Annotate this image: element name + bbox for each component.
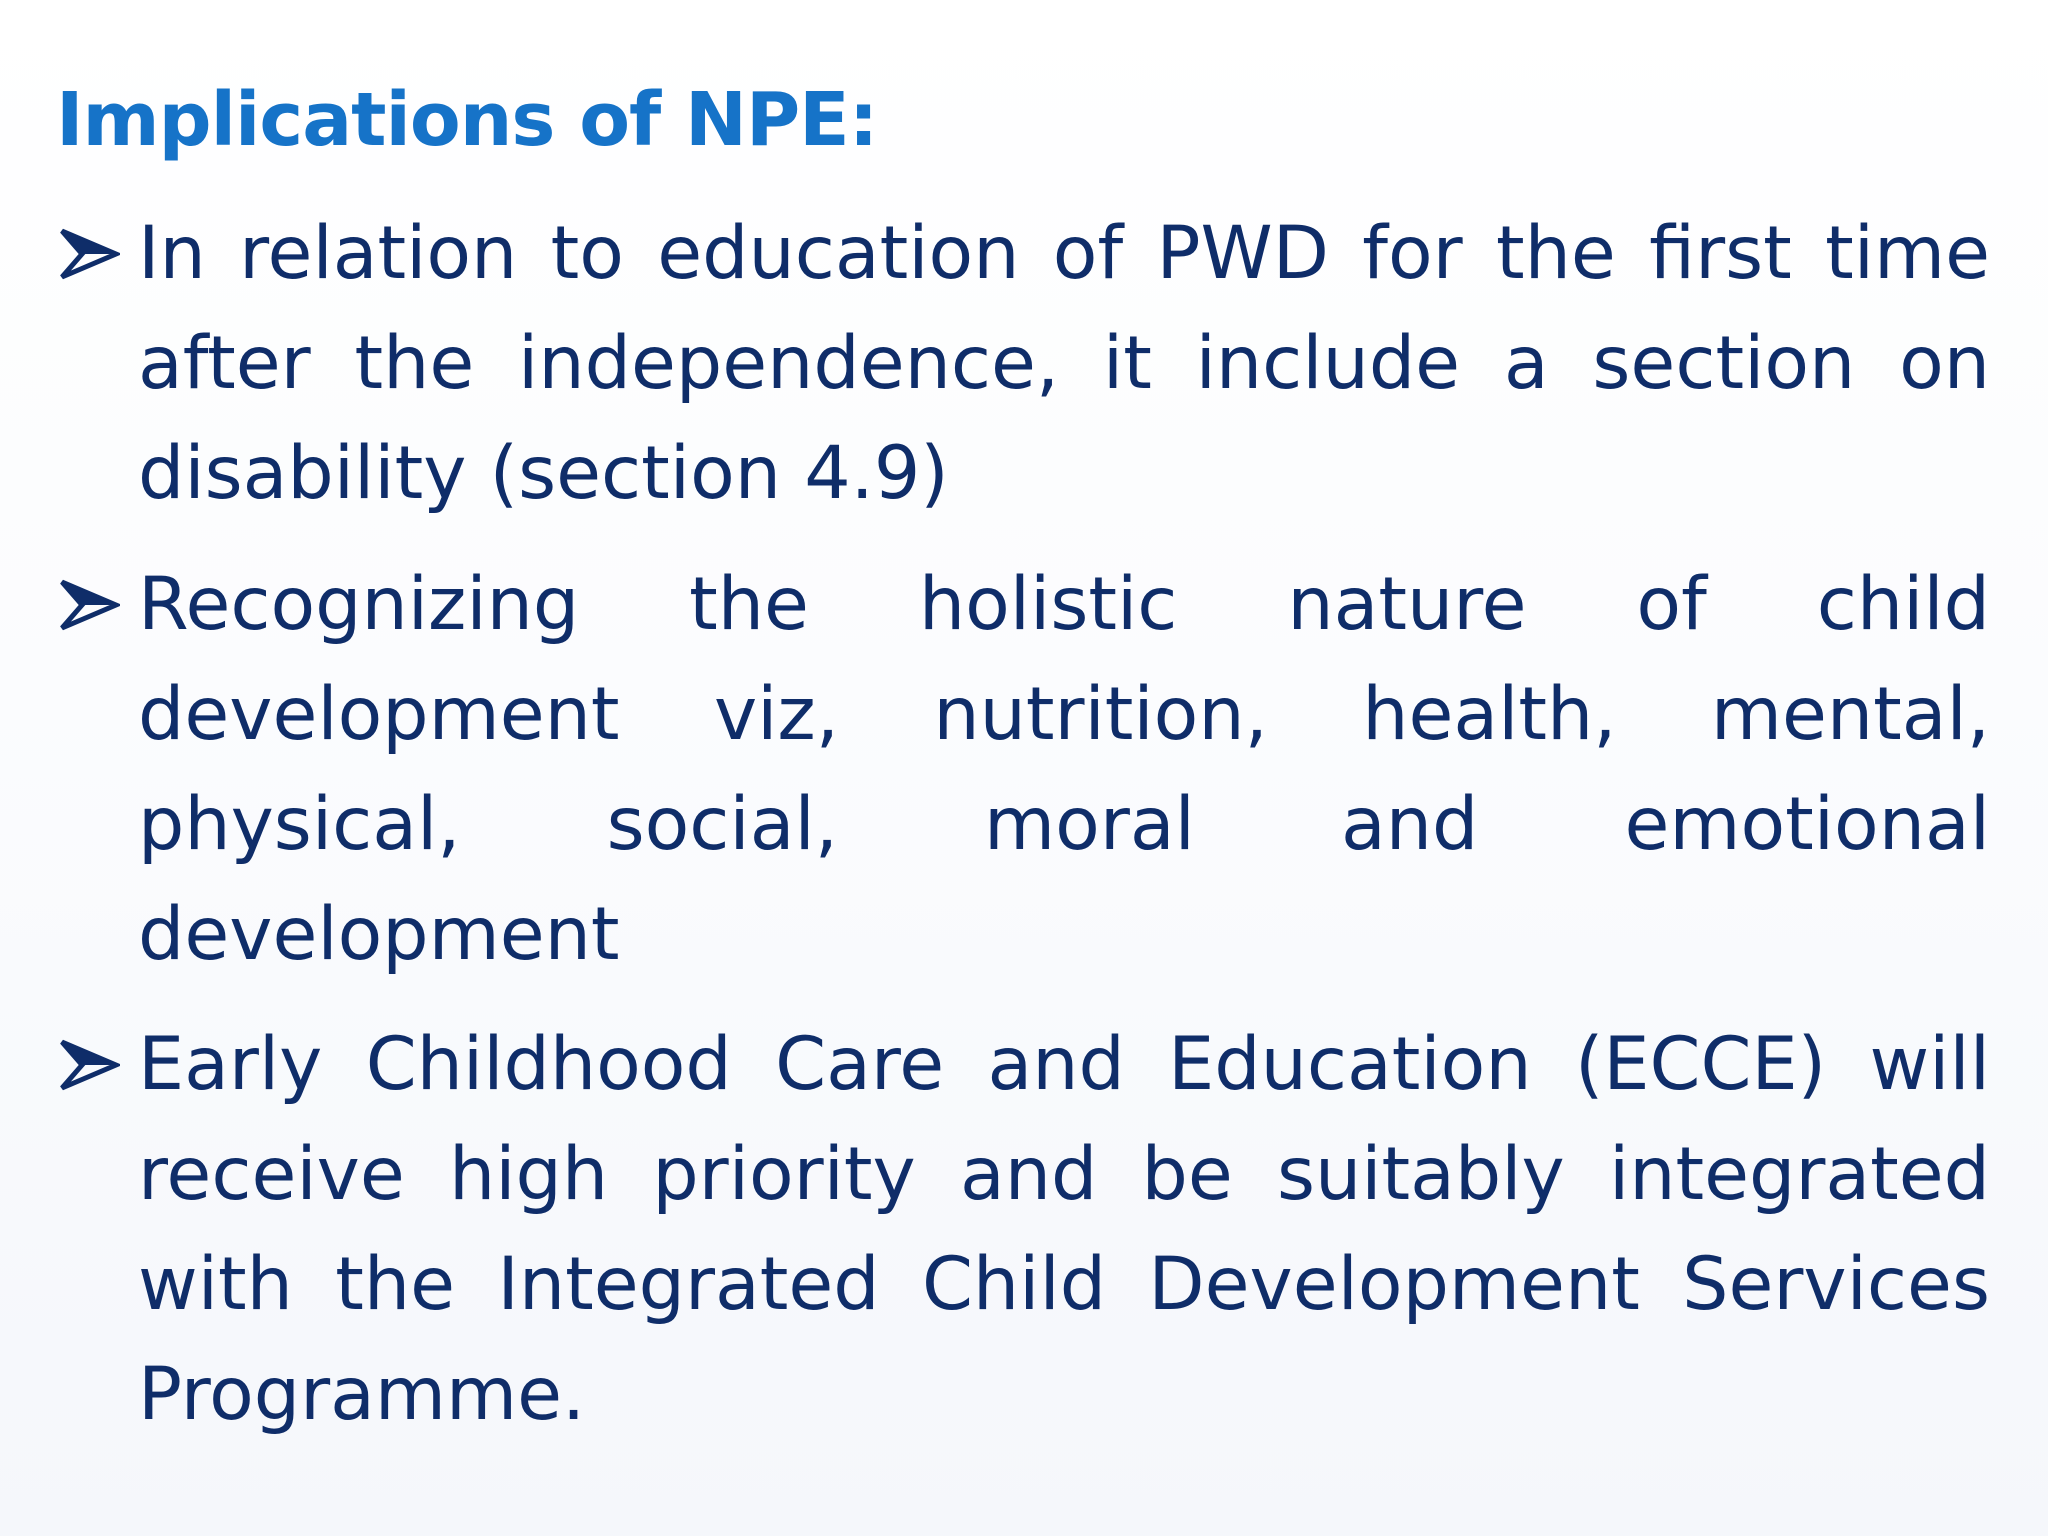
bullet-item: [58, 550, 1990, 990]
bullet-text: In relation to education of PWD for the first time after the independence, it include a section on disability (section 4.9): [138, 211, 1990, 516]
bullet-item: [58, 1010, 1990, 1450]
bullet-text: Recognizing the holistic nature of child development viz, nutrition, health, mental, physical, social, moral and emotional development: [138, 562, 1990, 977]
bullet-item: [58, 199, 1990, 529]
bullet-text: Early Childhood Care and Education (ECCE) will receive high priority and be suitably integrated with the Integrated Child Development Services Programme.: [138, 1022, 1990, 1437]
arrowhead-bullet-icon: [58, 550, 138, 660]
arrowhead-bullet-icon: [58, 1010, 138, 1120]
slide-title: Implications of NPE:: [56, 77, 878, 163]
arrowhead-bullet-icon: [58, 199, 138, 309]
